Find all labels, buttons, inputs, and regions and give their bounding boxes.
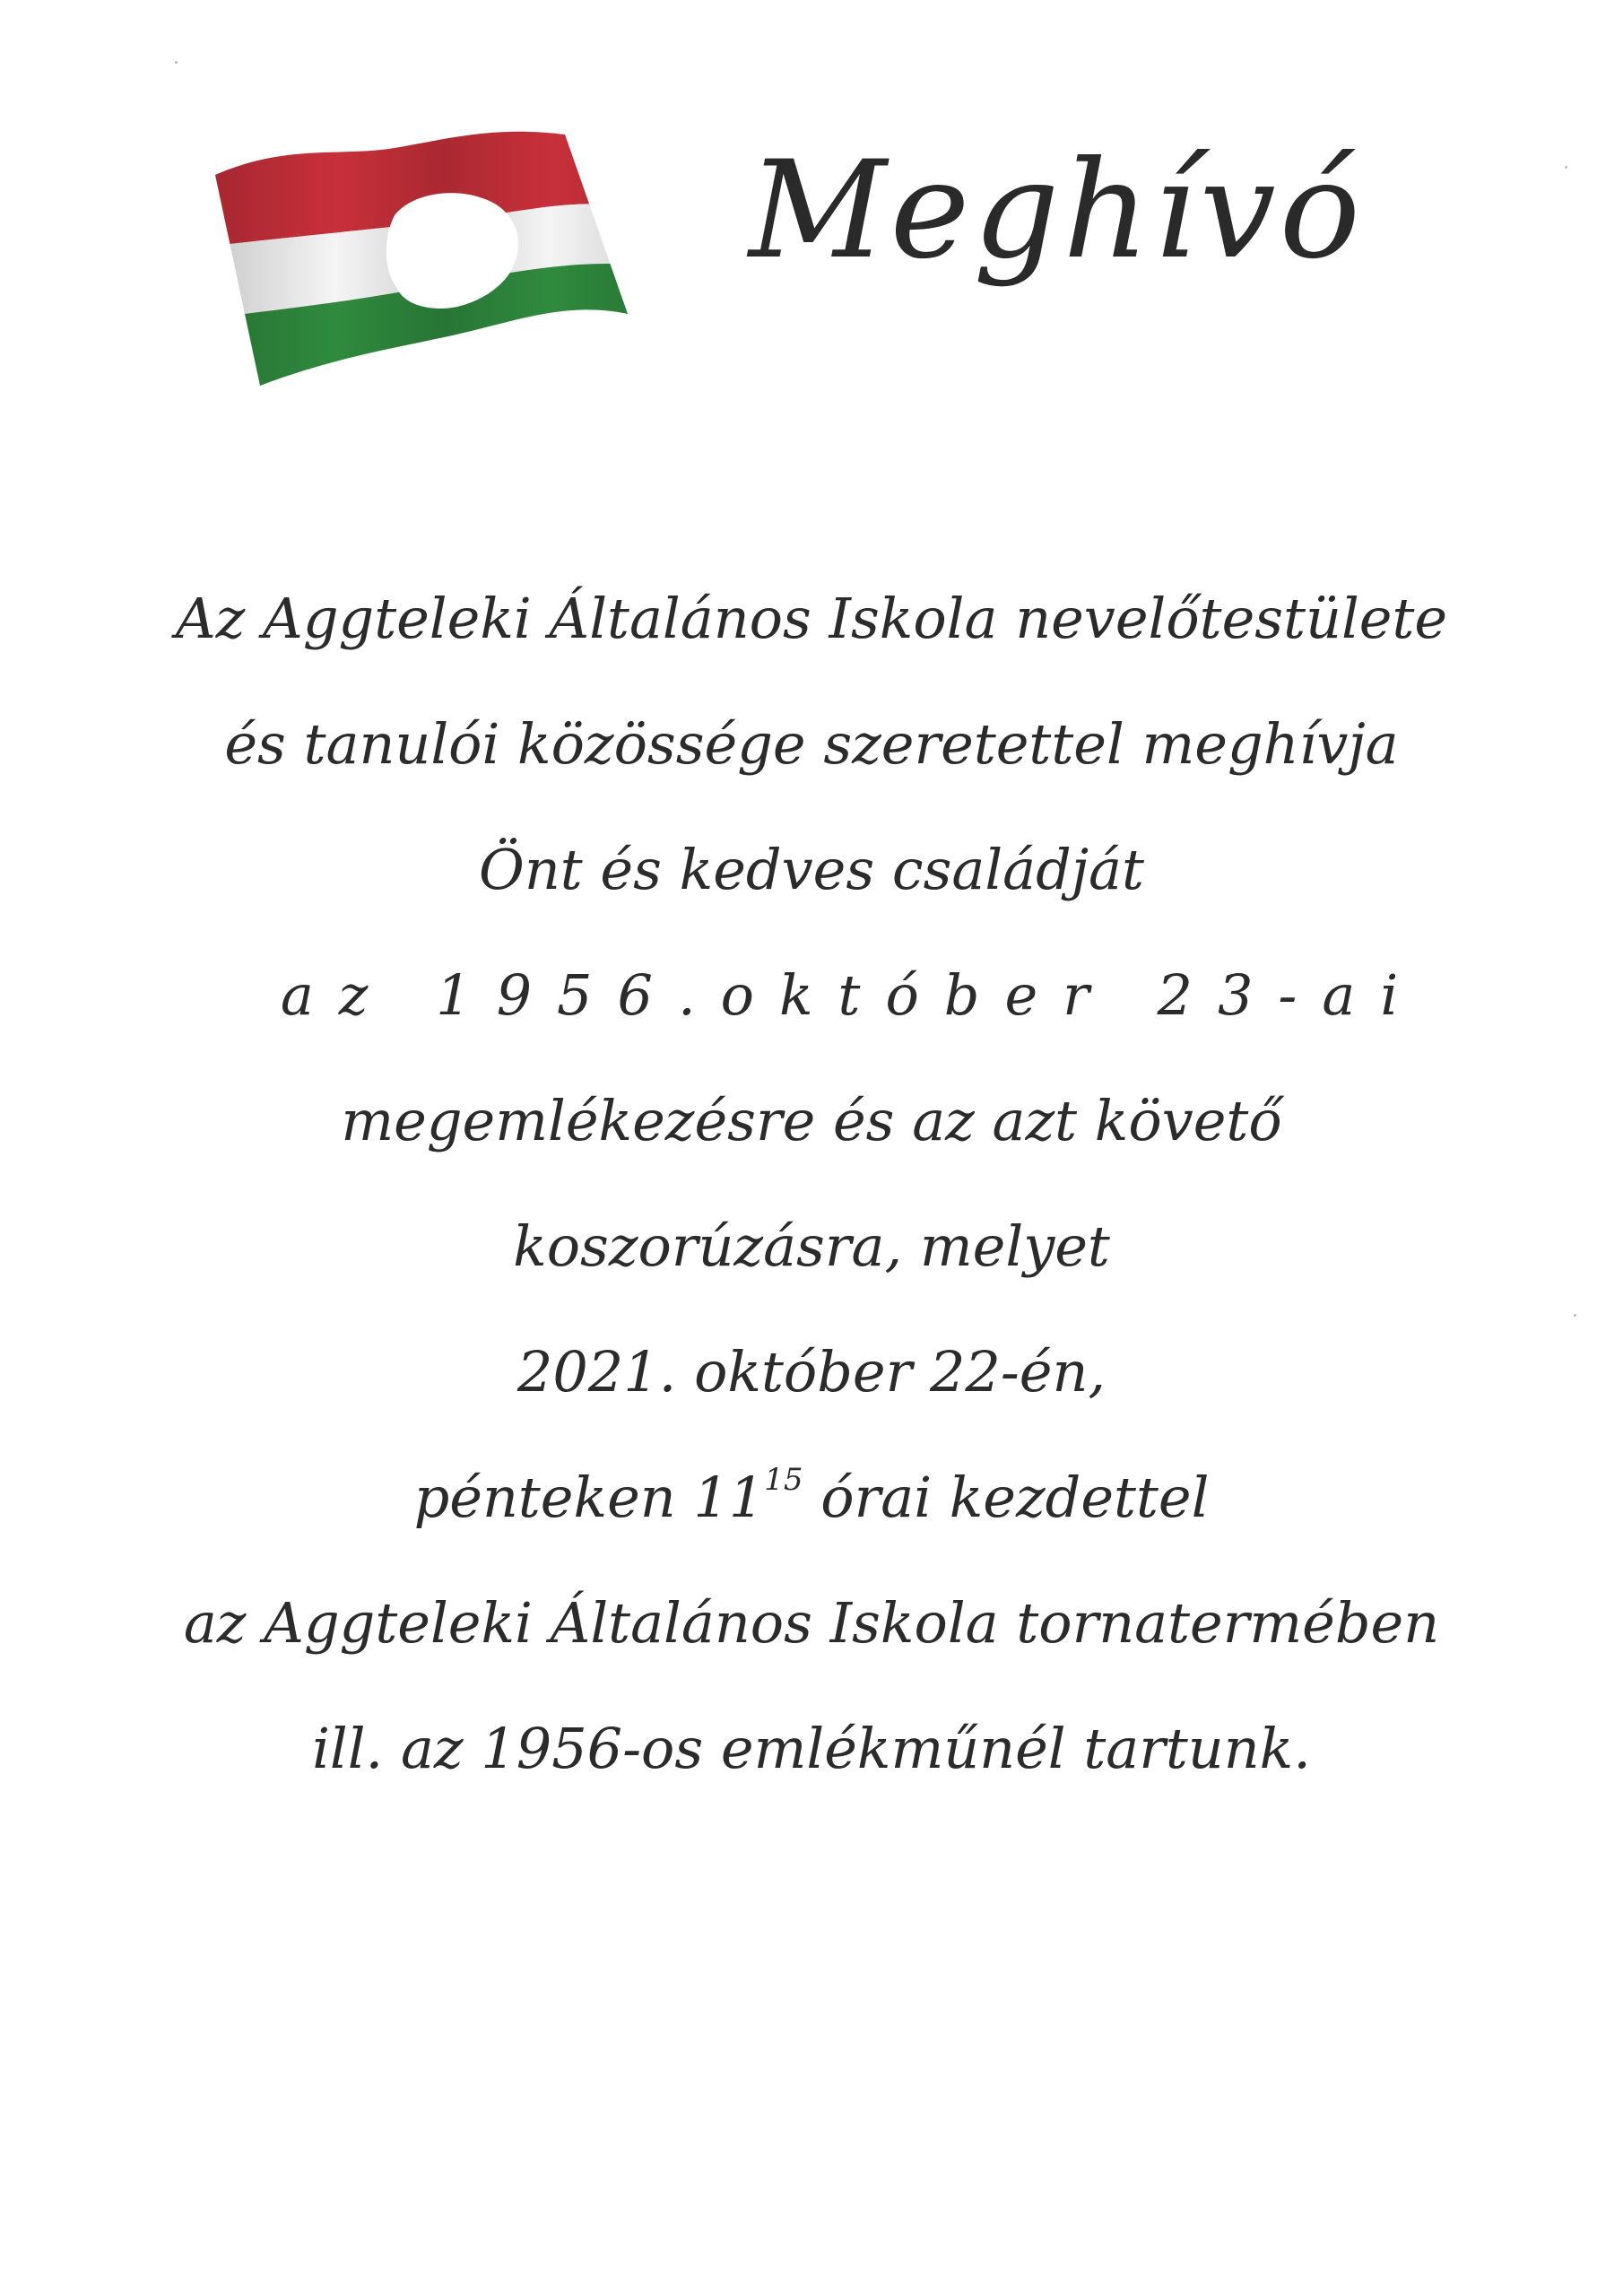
event-location: az Aggteleki Általános Iskola tornatermében bbox=[183, 1590, 1440, 1656]
event-time-prefix: pénteken 11 bbox=[413, 1465, 765, 1530]
invitation-line: és tanulói közössége szeretettel meghívja bbox=[224, 711, 1399, 777]
scan-speck bbox=[1565, 166, 1567, 169]
event-time-suffix: órai kezdettel bbox=[803, 1465, 1210, 1530]
invitation-line: Az Aggteleki Általános Iskola nevelőtestülete bbox=[175, 586, 1448, 651]
page-title: Meghívó bbox=[749, 133, 1365, 289]
invitation-line: Önt és kedves családját bbox=[479, 837, 1144, 902]
scan-speck bbox=[1574, 1314, 1576, 1317]
invitation-line: koszorúzásra, melyet bbox=[513, 1213, 1110, 1279]
hungarian-flag-icon bbox=[206, 108, 637, 404]
event-date: 2021. október 22-én, bbox=[516, 1339, 1107, 1405]
event-time bbox=[135, 1435, 1488, 1561]
scan-speck bbox=[175, 61, 178, 64]
invitation-body bbox=[135, 556, 1488, 1812]
invitation-line: megemlékezésre és az azt követő bbox=[341, 1088, 1282, 1153]
invitation-line-date-commemorated: az 1956.október 23-ai bbox=[280, 962, 1424, 1028]
event-location-secondary: ill. az 1956-os emlékműnél tartunk. bbox=[312, 1716, 1311, 1781]
event-time-minutes: 15 bbox=[764, 1462, 803, 1498]
